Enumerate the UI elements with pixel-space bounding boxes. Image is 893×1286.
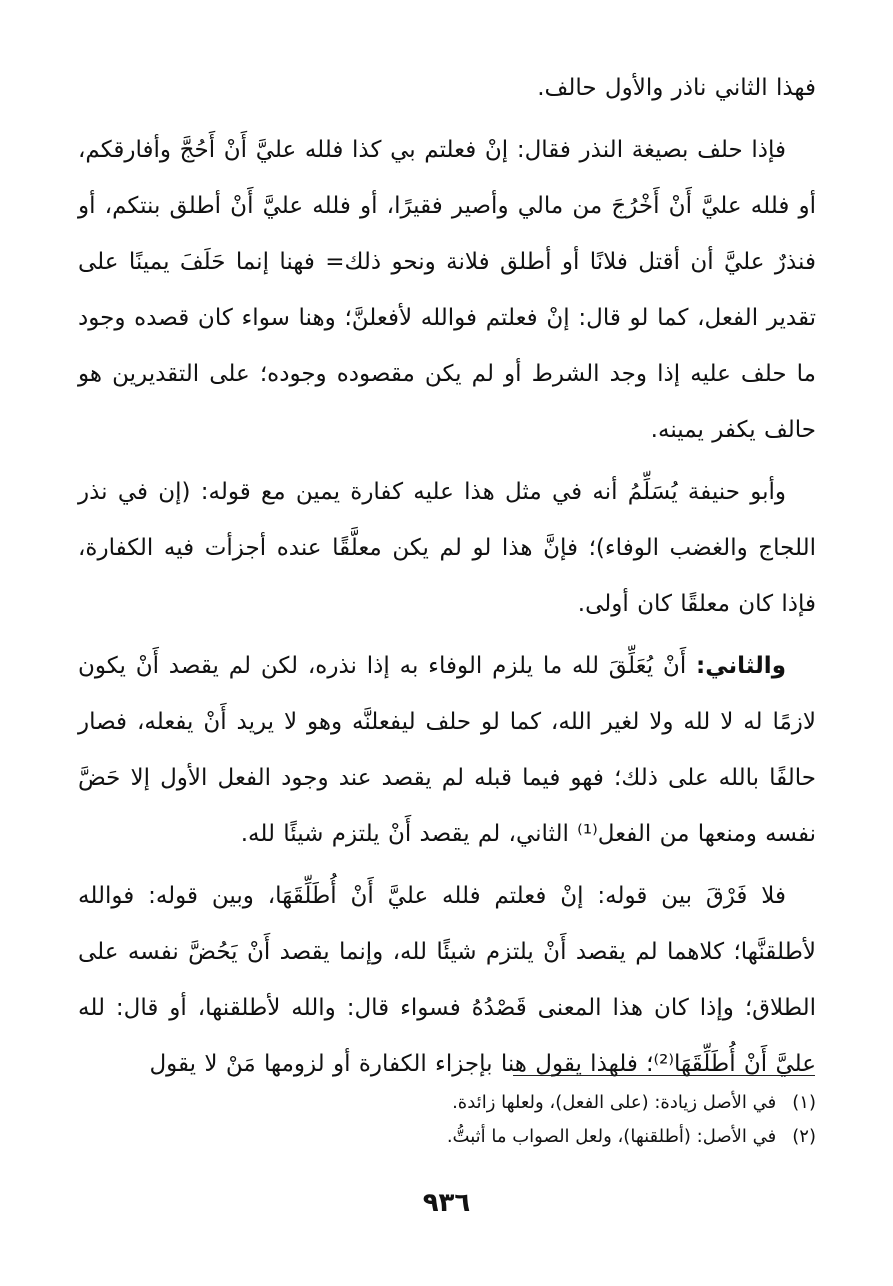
page-body bbox=[78, 60, 816, 1098]
footnote-divider bbox=[513, 1075, 815, 1076]
paragraph-4-text: أَنْ يُعَلِّقَ لله ما يلزم الوفاء به إذا نذره، لكن لم يقصد أَنْ يكون لازمًا له لا لله ولا لغير الله، كما لو حلف ليفعلنَّه وهو لا يريد أَنْ يفعله، فصار حالفًا بالله على ذلك؛ فهو فيما قبله لم يقصد عند وجود الفعل الأول إلا حَضَّ نفسه ومنعها من الفعل⁽¹⁾ الثاني، لم يقصد أَنْ يلتزم شيئًا لله. bbox=[78, 653, 816, 847]
footnote-2-text: في الأصل: (أطلقنها)، ولعل الصواب ما أثبتُّ. bbox=[446, 1126, 777, 1147]
page-number: ٩٣٦ bbox=[422, 1188, 471, 1218]
footnote-2 bbox=[78, 1120, 816, 1154]
paragraph-4-lead: والثاني: bbox=[696, 653, 786, 679]
paragraph-1: فهذا الثاني ناذر والأول حالف. bbox=[537, 75, 816, 101]
footnote-2-number: (٢) bbox=[792, 1126, 816, 1147]
footnotes bbox=[78, 1086, 816, 1154]
footnote-1-number: (١) bbox=[792, 1092, 816, 1113]
footnote-1-text: في الأصل زيادة: (على الفعل)، ولعلها زائدة. bbox=[452, 1092, 777, 1113]
paragraph-3: وأبو حنيفة يُسَلِّمُ أنه في مثل هذا عليه كفارة يمين مع قوله: (إن في نذر اللجاج والغضب الوفاء)؛ فإنَّ هذا لو لم يكن معلَّقًا عنده أجزأت فيه الكفارة، فإذا كان معلقًا كان أولى. bbox=[78, 479, 816, 617]
footnote-1 bbox=[78, 1086, 816, 1120]
paragraph-2: فإذا حلف بصيغة النذر فقال: إنْ فعلتم بي كذا فلله عليَّ أَنْ أَحُجَّ وأفارقكم، أو فلله عليَّ أَنْ أَخْرُجَ من مالي وأصير فقيرًا، أو فلله عليَّ أَنْ أطلق بنتكم، أو فنذرٌ عليَّ أن أقتل فلانًا أو أطلق فلانة ونحو ذلك= فهنا إنما حَلَفَ يمينًا على تقدير الفعل، كما لو قال: إنْ فعلتم فوالله لأفعلنَّ؛ وهنا سواء كان قصده وجود ما حلف عليه إذا وجد الشرط أو لم يكن مقصوده وجوده؛ على التقديرين هو حالف يكفر يمينه. bbox=[78, 137, 816, 443]
paragraph-4 bbox=[78, 638, 816, 862]
paragraph-5: فلا فَرْقَ بين قوله: إنْ فعلتم فلله عليَّ أَنْ أُطَلِّقَهَا، وبين قوله: فوالله لأطلقنَّها؛ كلاهما لم يقصد أَنْ يلتزم شيئًا لله، وإنما يقصد أَنْ يَحُضَّ نفسه على الطلاق؛ وإذا كان هذا المعنى قَصْدُهُ فسواء قال: والله لأطلقنها، أو قال: لله عليَّ أَنْ أُطَلِّقَهَا⁽²⁾؛ فلهذا يقول هنا بإجزاء الكفارة أو لزومها مَنْ لا يقول bbox=[78, 883, 816, 1077]
